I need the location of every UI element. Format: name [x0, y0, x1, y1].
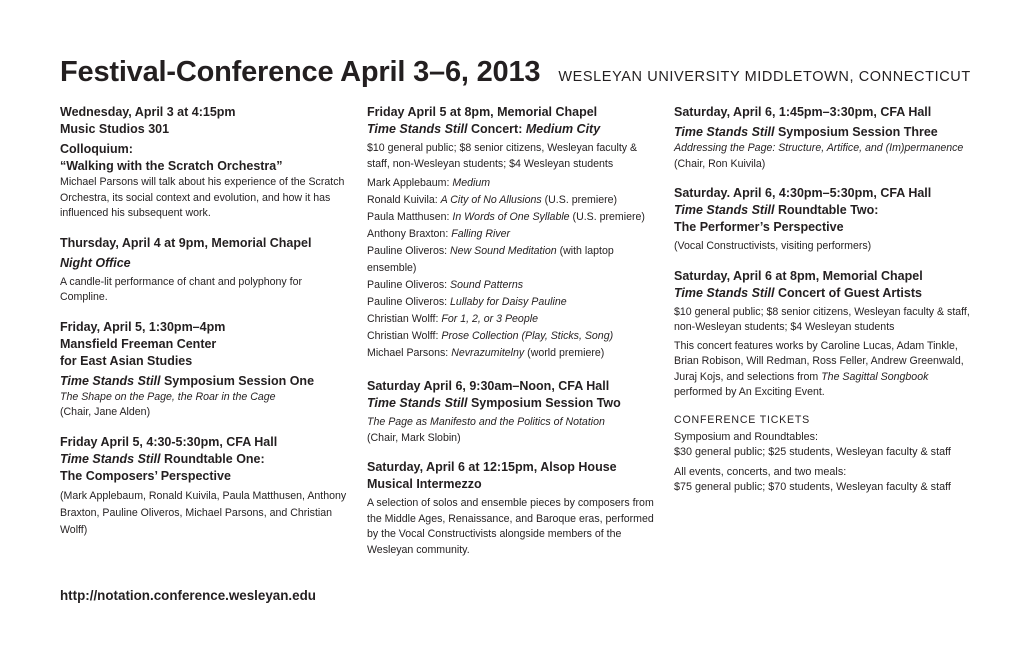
program-item: Pauline Oliveros: Sound Patterns: [367, 279, 524, 291]
event-concert-medium-city: [367, 104, 661, 362]
event-heading: Saturday, April 6 at 8pm, Memorial Chapel: [674, 268, 923, 283]
event-symposium-three: [674, 104, 974, 172]
event-title: Time Stands Still Roundtable One:: [60, 451, 265, 466]
event-description: This concert features works by Caroline Lucas, Adam Tinkle, Brian Robison, Will Redman, Ross Feller, Andrew Greenwald, Juraj Kojs, and selections from The Sagittal Songbook performed by An Exciting Event.: [674, 339, 964, 398]
event-heading: Saturday. April 6, 4:30pm–5:30pm, CFA Hall: [674, 186, 932, 200]
website-url[interactable]: http://notation.conference.wesleyan.edu: [60, 588, 316, 603]
event-guest-concert: [674, 268, 974, 401]
event-location-2: for East Asian Studies: [60, 353, 193, 368]
tickets-heading: CONFERENCE TICKETS: [674, 413, 811, 426]
event-heading: Wednesday, April 3 at 4:15pm: [60, 105, 236, 119]
event-chair: (Chair, Mark Slobin): [367, 431, 461, 444]
event-participants: (Vocal Constructivists, visiting performers): [674, 240, 872, 252]
event-title: Time Stands Still Concert of Guest Artists: [674, 285, 922, 300]
event-chair: (Chair, Jane Alden): [60, 406, 151, 418]
event-subtitle: The Shape on the Page, the Roar in the Cage: [60, 390, 276, 403]
event-title-2: The Performer’s Perspective: [674, 220, 844, 234]
program-item: Christian Wolff: Prose Collection (Play, Sticks, Song): [367, 330, 614, 342]
event-description: A selection of solos and ensemble pieces by composers from the Middle Ages, Renaissance, and Baroque eras, performed by the Vocal Constructivists alongside members of the Wesleyan community.: [367, 497, 654, 556]
program-item: Christian Wolff: For 1, 2, or 3 People: [367, 313, 538, 325]
event-heading: Friday, April 5, 1:30pm–4pm: [60, 319, 226, 334]
page-subtitle: WESLEYAN UNIVERSITY MIDDLETOWN, CONNECTICUT: [558, 69, 971, 85]
event-heading: Thursday, April 4 at 9pm, Memorial Chapel: [60, 235, 312, 250]
event-subtitle: The Page as Manifesto and the Politics of Notation: [367, 416, 605, 428]
event-title-2: The Composers’ Perspective: [60, 468, 231, 483]
event-title: Time Stands Still Concert: Medium City: [367, 122, 601, 136]
ticket-price: $75 general public; $70 students, Wesleyan faculty & staff: [674, 480, 951, 493]
event-symposium-two: [367, 378, 661, 446]
ticket-price: $30 general public; $25 students, Wesleyan faculty & staff: [674, 445, 951, 458]
event-roundtable-two: [674, 185, 974, 255]
event-location: Music Studios 301: [60, 122, 170, 136]
event-title: Time Stands Still Roundtable Two:: [674, 203, 879, 217]
program-item: Anthony Braxton: Falling River: [367, 228, 511, 240]
header: [60, 56, 980, 89]
column-1: [60, 104, 352, 552]
event-chair: (Chair, Ron Kuivila): [674, 157, 766, 170]
ticket-prices-2: non-Wesleyan students; $4 Wesleyan students: [674, 321, 895, 333]
page-title: Festival-Conference April 3–6, 2013: [60, 56, 541, 88]
event-description: Michael Parsons will talk about his experience of the Scratch Orchestra, its social context and evolution, and how it has influenced his subsequent work.: [60, 176, 345, 219]
event-title: Colloquium:: [60, 142, 133, 156]
event-title: Time Stands Still Symposium Session Two: [367, 396, 621, 410]
event-night-office: [60, 235, 352, 306]
event-heading: Saturday, April 6 at 12:15pm, Alsop House: [367, 460, 617, 474]
event-title: Time Stands Still Symposium Session Three: [674, 125, 938, 139]
event-description: A candle-lit performance of chant and polyphony for Compline.: [60, 275, 303, 303]
program-item: Pauline Oliveros: Lullaby for Daisy Pauline: [367, 296, 567, 308]
event-participants: (Mark Applebaum, Ronald Kuivila, Paula Matthusen, Anthony Braxton, Pauline Oliveros, Michael Parsons, and Christian Wolff): [60, 489, 347, 536]
ticket-prices: $10 general public; $8 senior citizens, Wesleyan faculty & staff,: [674, 305, 970, 318]
event-heading: Saturday, April 6, 1:45pm–3:30pm, CFA Hall: [674, 105, 932, 119]
event-heading: Saturday April 6, 9:30am–Noon, CFA Hall: [367, 379, 610, 393]
program-item: Ronald Kuivila: A City of No Allusions (U.S. premiere): [367, 194, 618, 206]
column-3: [674, 104, 974, 495]
event-symposium-one: [60, 319, 352, 421]
event-heading: Friday April 5, 4:30-5:30pm, CFA Hall: [60, 434, 278, 449]
event-location: Mansfield Freeman Center: [60, 336, 217, 351]
event-colloquium: [60, 104, 352, 222]
ticket-label: All events, concerts, and two meals:: [674, 465, 847, 478]
program-item: Mark Applebaum: Medium: [367, 177, 491, 189]
ticket-prices: $10 general public; $8 senior citizens, Wesleyan faculty & staff, non-Wesleyan students; $4 Wesleyan students: [367, 142, 638, 170]
event-title: Night Office: [60, 255, 131, 270]
event-heading: Friday April 5 at 8pm, Memorial Chapel: [367, 105, 598, 119]
ticket-label: Symposium and Roundtables:: [674, 430, 819, 443]
event-title: Musical Intermezzo: [367, 477, 482, 491]
program-item: Michael Parsons: Nevrazumitelny (world premiere): [367, 347, 605, 359]
event-intermezzo: [367, 459, 661, 558]
column-2: [367, 104, 661, 571]
event-title: Time Stands Still Symposium Session One: [60, 373, 315, 388]
event-title-2: “Walking with the Scratch Orchestra”: [60, 159, 283, 173]
event-roundtable-one: [60, 434, 352, 539]
event-subtitle: Addressing the Page: Structure, Artifice, and (Im)permanence: [674, 142, 964, 154]
program-item: Pauline Oliveros: New Sound Meditation (with laptop ensemble): [367, 245, 614, 274]
program-list: [367, 175, 661, 362]
conference-tickets: [674, 414, 974, 495]
program-item: Paula Matthusen: In Words of One Syllable (U.S. premiere): [367, 211, 645, 223]
